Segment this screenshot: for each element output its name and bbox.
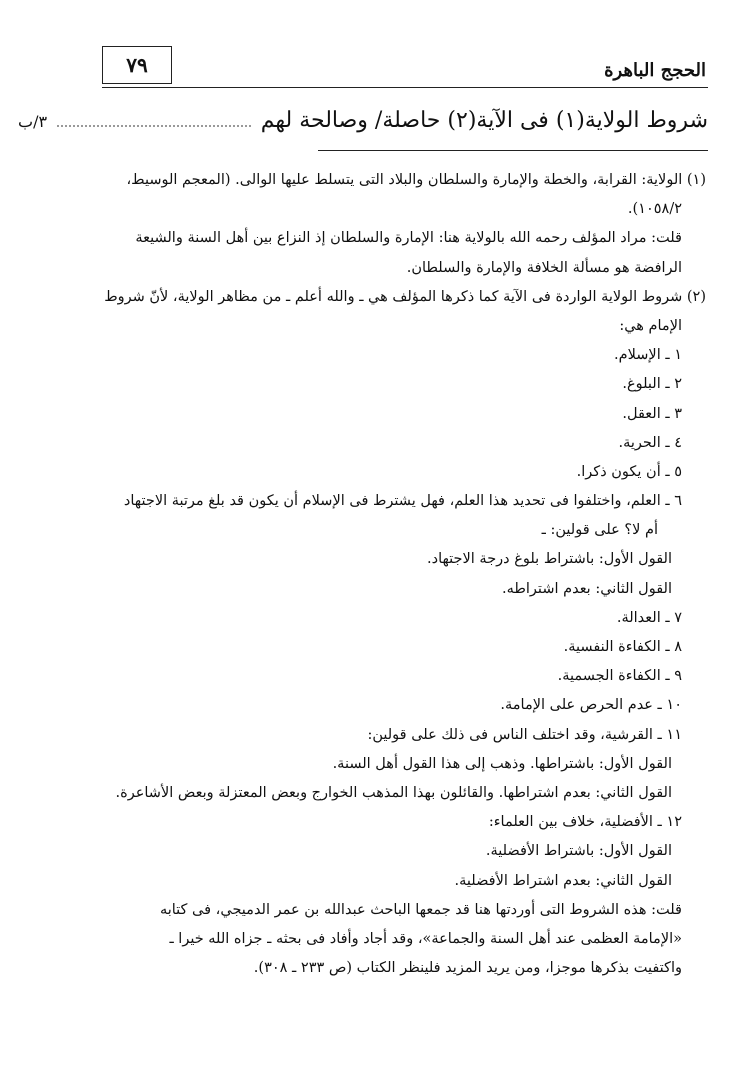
main-text-line [18, 108, 708, 142]
footnote-line: قلت: هذه الشروط التى أوردتها هنا قد جمعها الباحث عبدالله بن عمر الدميجي، فى كتابه [159, 901, 682, 918]
footnote-line: الإمام هي: [619, 317, 682, 334]
list-item: ٤ ـ الحرية. [618, 434, 682, 451]
folio-reference: ٣/ب [18, 112, 48, 131]
list-item: ٨ ـ الكفاءة النفسية. [563, 639, 682, 655]
opinion-line: القول الأول: باشتراط الأفضلية. [485, 843, 672, 860]
footnote-line: «الإمامة العظمى عند أهل السنة والجماعة»، وقد أجاد وأفاد فى بحثه ـ جزاه الله خيرا ـ [169, 930, 682, 947]
list-item: ١ ـ الإسلام. [614, 347, 682, 364]
list-item: ٧ ـ العدالة. [616, 609, 682, 626]
footnote-line: ١٠٥٨/٢). [627, 201, 682, 218]
opinion-line: القول الثاني: بعدم اشتراطه. [501, 580, 672, 597]
list-item: ٥ ـ أن يكون ذكرا. [576, 463, 682, 480]
footnote-separator [318, 150, 708, 151]
list-item: ١٢ ـ الأفضلية، خلاف بين العلماء: [488, 814, 682, 831]
list-item: ٣ ـ العقل. [622, 405, 682, 422]
list-item: ١١ ـ القرشية، وقد اختلف الناس فى ذلك على قولين: [367, 726, 682, 743]
footnote-line: الرافضة هو مسألة الخلافة والإمارة والسلطان. [406, 259, 682, 276]
list-item: ١٠ ـ عدم الحرص على الإمامة. [500, 697, 682, 714]
opinion-line: القول الأول: باشتراط بلوغ درجة الاجتهاد. [427, 551, 672, 568]
opinion-line: القول الثاني: بعدم اشتراطها. والقائلون بهذا المذهب الخوارج وبعض المعتزلة وبعض الأشاعرة. [115, 784, 672, 801]
list-item: ٦ ـ العلم، واختلفوا فى تحديد هذا العلم، فهل يشترط فى الإسلام أن يكون قد بلغ مرتبة الاجتهاد [123, 493, 682, 510]
list-item: ٢ ـ البلوغ. [622, 376, 682, 393]
page-number: ٧٩ [102, 46, 172, 84]
opinion-line: القول الأول: باشتراطها. وذهب إلى هذا القول أهل السنة. [332, 755, 672, 772]
footnotes [34, 166, 706, 983]
footnote-line: واكتفيت بذكرها موجزا، ومن يريد المزيد فلينظر الكتاب (ص ٢٣٣ ـ ٣٠٨). [253, 960, 682, 977]
opinion-line: القول الثاني: بعدم اشتراط الأفضلية. [454, 872, 672, 889]
main-text: شروط الولاية(١) فى الآية(٢) حاصلة/ وصالحة لهم [260, 108, 708, 133]
footnote-line: قلت: مراد المؤلف رحمه الله بالولاية هنا: الإمارة والسلطان إذ النزاع بين أهل السنة والشيعة [135, 230, 682, 247]
header-rule [102, 87, 708, 88]
list-item: ٩ ـ الكفاءة الجسمية. [557, 668, 682, 685]
missing-text-dots [57, 109, 251, 127]
footnote-line: (٢) شروط الولاية الواردة فى الآية كما ذكرها المؤلف هي ـ والله أعلم ـ من مظاهر الولاية، لأنّ شروط [104, 288, 706, 305]
footnote-line: (١) الولاية: القرابة، والخطة والإمارة والسلطان والبلاد التى يتسلط عليها الوالى. (المعجم الوسيط، [126, 172, 706, 188]
list-item-continuation: أم لا؟ على قولين: ـ [541, 522, 658, 539]
running-head: الحجج الباهرة [604, 60, 706, 81]
